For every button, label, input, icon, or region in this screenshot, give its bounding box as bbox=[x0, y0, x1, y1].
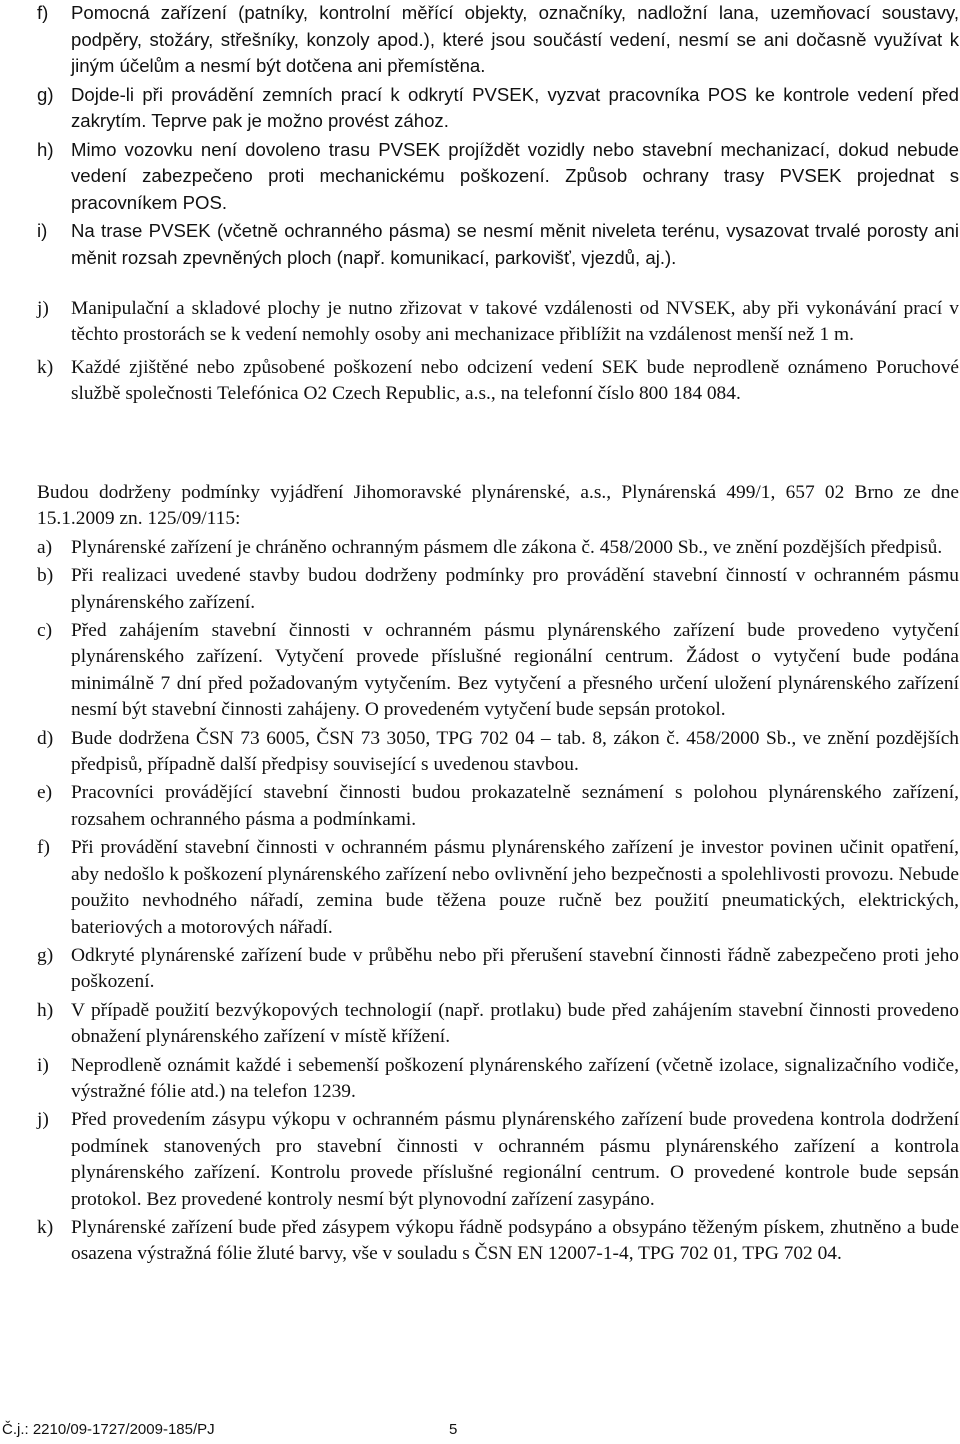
list-item bbox=[37, 137, 959, 217]
gas-conditions-intro: Budou dodrženy podmínky vyjádření Jihomoravské plynárenské, a.s., Plynárenská 499/1, 657 02 Brno ze dne 15.1.2009 zn. 125/09/115: bbox=[37, 482, 959, 530]
item-text: Bude dodržena ČSN 73 6005, ČSN 73 3050, TPG 702 04 – tab. 8, zákon č. 458/2000 Sb., ve znění pozdějších předpisů, případně další předpisy související s uvedenou stavbou. bbox=[71, 727, 959, 776]
item-text: Neprodleně oznámit každé i sebemenší poškození plynárenského zařízení (včetně izolace, signalizačního vodiče, výstražné fólie atd.) na telefon 1239. bbox=[71, 1054, 959, 1102]
list-item bbox=[37, 726, 959, 779]
item-marker: k) bbox=[37, 356, 54, 378]
item-text: Manipulační a skladové plochy je nutno zřizovat v takové vzdálenosti od NVSEK, aby při vykonávání prací v těchto prostorách se k vedení nemohly osoby ani mechanizace přiblížit na vzdálenost menší než 1 m. bbox=[71, 298, 959, 346]
item-text: Každé zjištěné nebo způsobené poškození nebo odcizení vedení SEK bude neprodleně oznámeno Poruchové službě společnosti Telefónica O2 Czech Republic, a.s., na telefonní číslo 800 184 084. bbox=[71, 356, 959, 405]
list-item bbox=[37, 1215, 959, 1268]
item-marker: k) bbox=[37, 1216, 54, 1238]
pvsek-conditions-list bbox=[37, 0, 959, 273]
item-marker: i) bbox=[37, 1054, 49, 1076]
item-text: Plynárenské zařízení je chráněno ochranným pásmem dle zákona č. 458/2000 Sb., ve znění pozdějších předpisů. bbox=[71, 536, 943, 558]
page-number: 5 bbox=[449, 1421, 458, 1438]
list-item bbox=[37, 943, 959, 996]
list-item bbox=[37, 998, 959, 1051]
list-item bbox=[37, 535, 959, 561]
item-text: Při realizaci uvedené stavby budou dodrženy podmínky pro provádění stavební činností v ochranném pásmu plynárenského zařízení. bbox=[71, 565, 959, 613]
item-marker: h) bbox=[37, 999, 54, 1021]
list-item bbox=[37, 618, 959, 724]
item-marker: e) bbox=[37, 782, 53, 804]
item-text: Odkryté plynárenské zařízení bude v průběhu nebo při přerušení stavební činnosti řádně zabezpečeno proti jeho poškození. bbox=[71, 944, 959, 993]
item-text: Pracovníci provádějící stavební činnosti budou prokazatelně seznámení s polohou plynárenského zařízení, rozsahem ochranného pásma a podmínkami. bbox=[71, 782, 959, 830]
item-marker: d) bbox=[37, 727, 54, 749]
list-item bbox=[37, 1053, 959, 1106]
item-text: Mimo vozovku není dovoleno trasu PVSEK projíždět vozidly nebo stavební mechanizací, dokud nebude vedení zabezpečeno proti mechanickému poškození. Způsob ochrany trasy PVSEK projednat s pracovníkem POS. bbox=[71, 138, 959, 213]
item-marker: i) bbox=[37, 220, 48, 241]
nvsek-conditions-list bbox=[37, 296, 959, 410]
item-marker: g) bbox=[37, 944, 54, 966]
item-text: V případě použití bezvýkopových technologií (např. protlaku) bude před zahájením stavební činnosti provedeno obnažení plynárenského zařízení v místě křížení. bbox=[71, 999, 959, 1048]
list-item bbox=[37, 835, 959, 941]
item-text: Plynárenské zařízení bude před zásypem výkopu řádně podsypáno a obsypáno těženým pískem, zhutněno a bude osazena výstražná fólie žluté barvy, vše v souladu s ČSN EN 12007-1-4, TPG 702 01, TPG 702 04. bbox=[71, 1216, 959, 1265]
item-marker: g) bbox=[37, 83, 54, 105]
item-marker: a) bbox=[37, 536, 53, 558]
item-text: Pomocná zařízení (patníky, kontrolní měřící objekty, označníky, nadložní lana, uzemňovací soustavy, podpěry, stožáry, střešníky, konzoly apod.), které jsou součástí vedení, nesmí se ani dočasně využívat k jiným účelům a nesmí být dotčena ani přemístěna. bbox=[71, 2, 959, 76]
item-marker: j) bbox=[37, 1109, 49, 1131]
item-marker: c) bbox=[37, 620, 53, 642]
item-text: Před zahájením stavební činnosti v ochranném pásmu plynárenského zařízení bude provedeno vytyčení plynárenského zařízení. Vytyčení provede příslušné regionální centrum. Žádost o vytyčení bude podána minimálně 7 dní před požadovaným vytyčením. Bez vytyčení a přesného určení uložení plynárenského zařízení nesmí být stavební činnosti zahájeny. O provedeném vytyčení bude sepsán protokol. bbox=[71, 620, 959, 721]
list-item bbox=[37, 1107, 959, 1213]
item-marker: j) bbox=[37, 298, 49, 319]
item-marker: f) bbox=[37, 837, 50, 859]
gas-conditions-section bbox=[37, 480, 959, 1270]
item-text: Při provádění stavební činnosti v ochranném pásmu plynárenského zařízení je investor povinen učinit opatření, aby nedošlo k poškození plynárenského zařízení nebo ovlivnění jeho bezpečnosti a spolehlivosti provozu. Nebude použito nevhodného nářadí, zemina bude těžena pouze ručně bez použití pneumatických, elektrických, bateriových a motorových nářadí. bbox=[71, 837, 959, 938]
list-item bbox=[37, 296, 959, 349]
list-item bbox=[37, 563, 959, 616]
item-text: Na trase PVSEK (včetně ochranného pásma) se nesmí měnit niveleta terénu, vysazovat trvalé porosty ani měnit rozsah zpevněných ploch (např. komunikací, parkovišť, vjezdů, aj.). bbox=[71, 220, 959, 268]
list-item bbox=[37, 0, 959, 80]
item-marker: f) bbox=[37, 2, 49, 23]
item-text: Před provedením zásypu výkopu v ochranném pásmu plynárenského zařízení bude provedena kontrola dodržení podmínek stanovených pro stavební činnosti v ochranném pásmu plynárenského zařízení a kontrola plynárenského zařízení. Kontrolu provede příslušné regionální centrum. O provedené kontrole bude sepsán protokol. Bez provedené kontroly nesmí být plynovodní zařízení zasypáno. bbox=[71, 1109, 959, 1210]
item-marker: h) bbox=[37, 138, 54, 160]
list-item bbox=[37, 780, 959, 833]
list-item bbox=[37, 82, 959, 135]
document-reference: Č.j.: 2210/09-1727/2009-185/PJ bbox=[2, 1421, 215, 1438]
list-item bbox=[37, 218, 959, 271]
item-text: Dojde-li při provádění zemních prací k odkrytí PVSEK, vyzvat pracovníka POS ke kontrole vedení před zakrytím. Teprve pak je možno provést zához. bbox=[71, 83, 959, 131]
list-item bbox=[37, 355, 959, 408]
item-marker: b) bbox=[37, 565, 54, 587]
